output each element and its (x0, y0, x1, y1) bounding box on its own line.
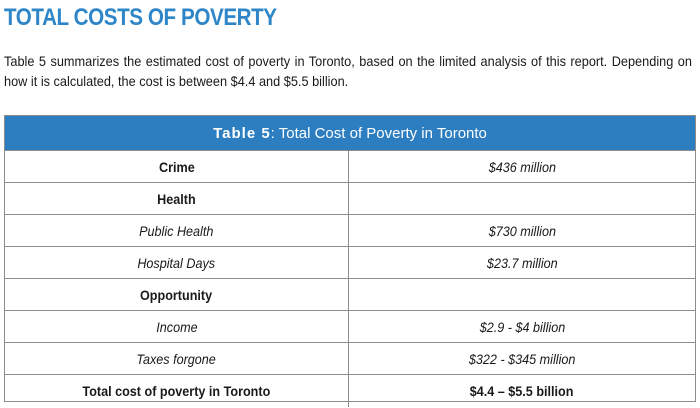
cost-table-body (5, 151, 695, 407)
table-row-total (5, 375, 695, 408)
row-label: Health (5, 183, 349, 215)
row-value (349, 183, 696, 215)
row-label: Taxes forgone (5, 343, 349, 375)
table-caption-title: : Total Cost of Poverty in Toronto (270, 124, 487, 142)
row-value (349, 279, 696, 311)
table-row (5, 311, 695, 343)
row-value: $322 - $345 million (349, 343, 696, 375)
row-label: Hospital Days (5, 247, 349, 279)
row-value: $23.7 million (349, 247, 696, 279)
row-label: Opportunity (5, 279, 349, 311)
row-value: $2.9 - $4 billion (349, 311, 696, 343)
table-row (5, 215, 695, 247)
row-label: Public Health (5, 215, 349, 247)
intro-text: Table 5 summarizes the estimated cost of poverty in Toronto, based on the limited analysis of this report. Depending on how it is calculated, the cost is between $4.4 and $5.5 billion. (4, 53, 692, 89)
table-row (5, 183, 695, 215)
row-value: $436 million (349, 151, 696, 183)
table-row (5, 279, 695, 311)
table-caption-number: Table 5 (213, 124, 271, 142)
intro-paragraph (4, 51, 692, 91)
table-row (5, 151, 695, 183)
section-heading: TOTAL COSTS OF POVERTY (4, 4, 277, 31)
total-value: $4.4 – $5.5 billion (470, 383, 574, 399)
table-row (5, 343, 695, 375)
table-caption (5, 116, 695, 151)
row-label: Crime (5, 151, 349, 183)
row-label: Income (5, 311, 349, 343)
row-value: $730 million (349, 215, 696, 247)
total-label: Total cost of poverty in Toronto (5, 375, 349, 408)
cost-table (4, 115, 696, 402)
table-row (5, 247, 695, 279)
